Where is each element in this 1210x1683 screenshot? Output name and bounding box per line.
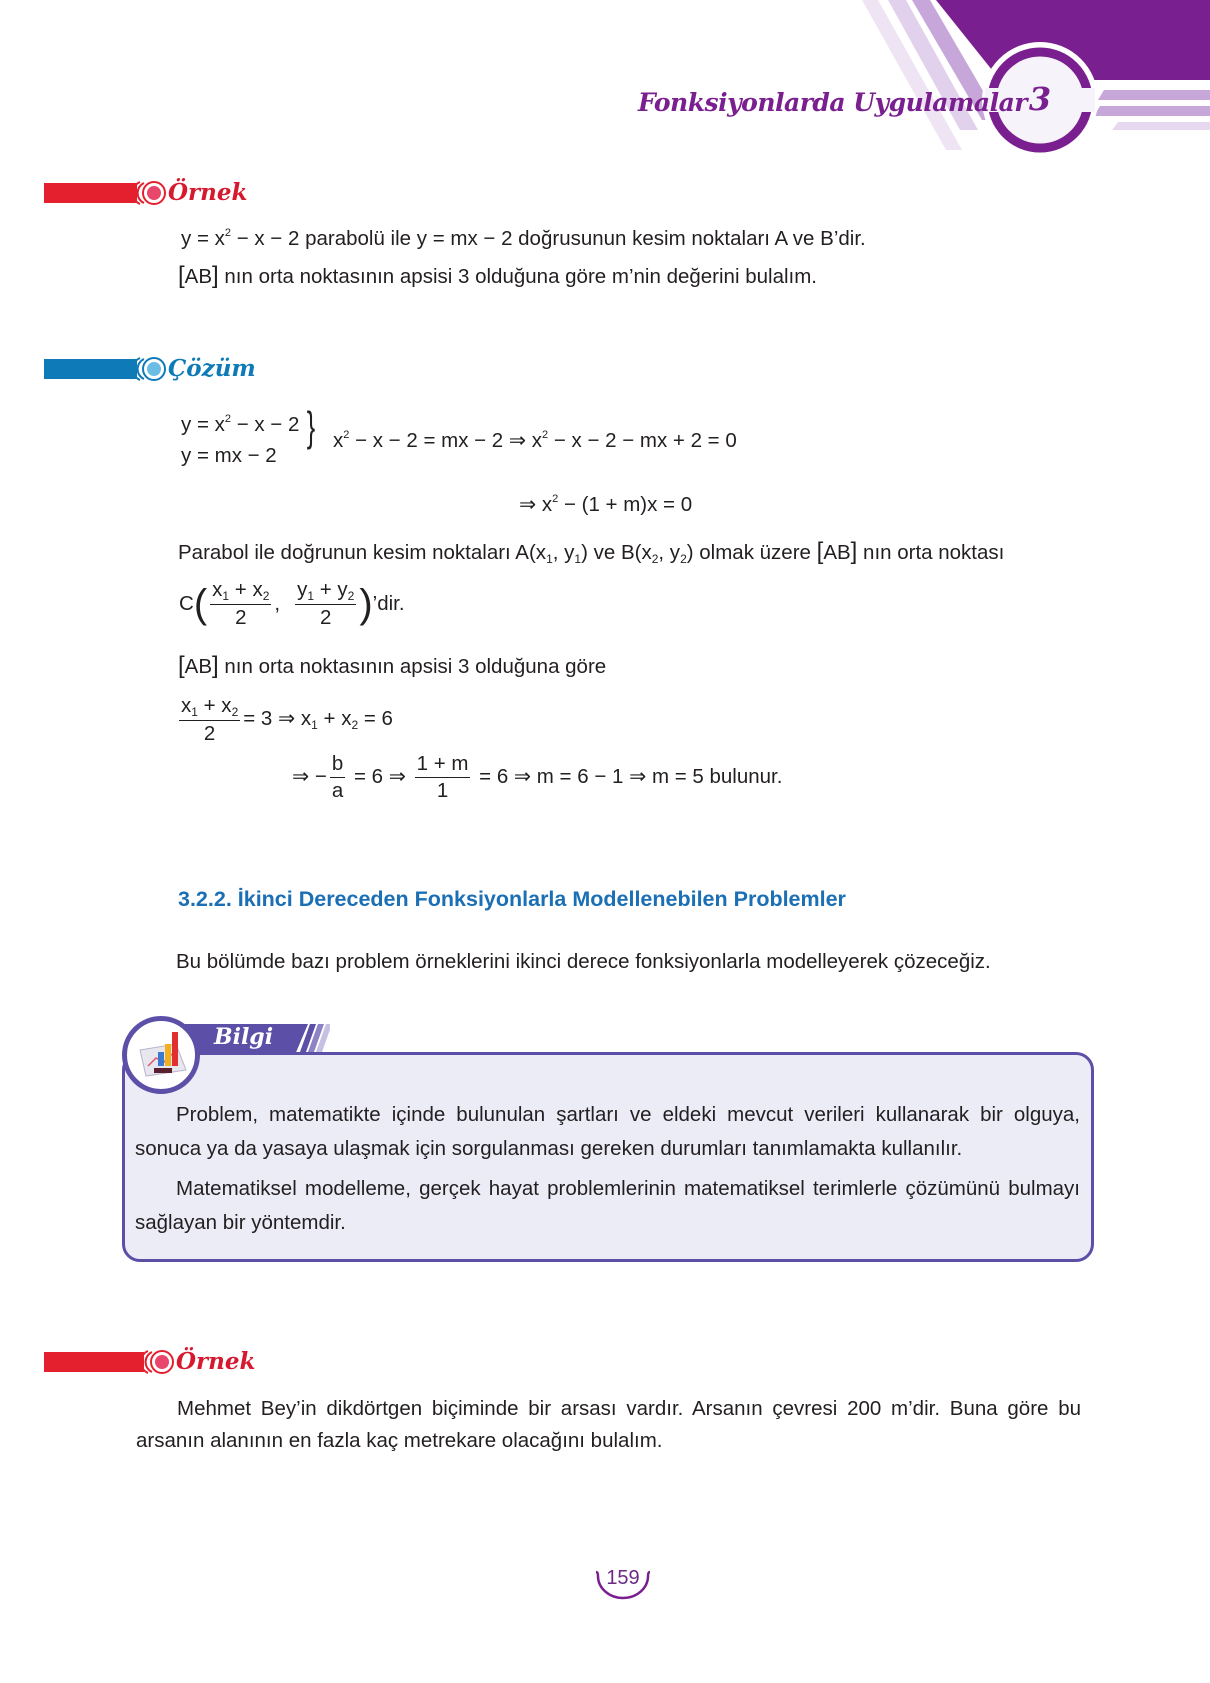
text: nın orta noktası <box>857 541 1005 564</box>
subscript: 1 <box>311 718 318 733</box>
denominator: a <box>331 778 344 802</box>
example1-line1 <box>181 228 866 250</box>
system-eq2 <box>181 446 277 467</box>
text: y <box>297 578 308 601</box>
target-icon <box>130 180 166 206</box>
target-icon <box>138 1349 174 1375</box>
text: + x <box>317 707 352 731</box>
paren: ( <box>193 582 208 627</box>
subscript: 1 <box>574 552 582 566</box>
text: nın orta noktasının apsisi 3 olduğuna göre m’nin değerini bulalım. <box>218 265 817 288</box>
text: ) olmak üzere <box>686 541 817 564</box>
fraction <box>415 754 471 801</box>
fraction <box>295 580 356 629</box>
bracket: ] <box>212 652 219 679</box>
text: ’dir. <box>372 592 405 615</box>
chart-icon <box>136 1028 190 1082</box>
chapter-title: Fonksiyonlarda Uygulamalar <box>638 88 1027 117</box>
solution-bar <box>44 359 137 379</box>
text: − x − 2 = mx − 2 ⇒ x <box>349 429 543 452</box>
equation-sum <box>179 696 393 745</box>
text: y = mx − 2 <box>181 444 277 467</box>
bracket: [ <box>178 262 185 289</box>
subscript: 1 <box>307 589 315 603</box>
text: = 6 ⇒ <box>348 765 412 789</box>
text: , y <box>552 541 575 564</box>
text: y = x <box>181 227 225 250</box>
bracket: ] <box>212 262 219 289</box>
example2-label: Örnek <box>176 1348 256 1375</box>
subscript: 2 <box>680 552 687 566</box>
superscript: 2 <box>552 493 559 505</box>
text: ⇒ − <box>292 765 327 789</box>
example-header <box>44 180 344 206</box>
subscript: 2 <box>651 552 659 566</box>
target-icon <box>130 356 166 382</box>
solution-label: Çözüm <box>168 355 256 382</box>
numerator: b <box>330 754 345 778</box>
text: y = x <box>181 413 225 436</box>
example2-header <box>44 1349 344 1375</box>
system-brace: } <box>306 403 316 450</box>
fraction <box>179 696 240 745</box>
bracket: [ <box>816 538 824 565</box>
text: AB <box>184 265 213 288</box>
text: + x <box>197 694 232 717</box>
superscript: 2 <box>542 429 549 441</box>
superscript: 2 <box>224 413 231 425</box>
numerator: 1 + m <box>415 754 471 778</box>
text: AB <box>823 541 851 564</box>
text: Mehmet Bey’in dikdörtgen biçiminde bir arsası vardır. Arsanın çevresi 200 m’dir. Buna göre bu arsanın alanının en fazla kaç metrekare olacağını bulalım. <box>136 1397 1081 1452</box>
text: , y <box>658 541 681 564</box>
text: = 6 ⇒ m = 6 − 1 ⇒ m = 5 bulunur. <box>473 765 783 789</box>
solution-header <box>44 356 344 382</box>
example-label: Örnek <box>168 179 248 206</box>
text: x <box>181 694 192 717</box>
subscript: 2 <box>347 589 355 603</box>
info-paragraph-1 <box>135 1098 1080 1166</box>
text: + y <box>314 578 348 601</box>
subscript: 1 <box>222 589 230 603</box>
chapter-number: 3 <box>1028 80 1052 118</box>
section-heading: 3.2.2. İkinci Dereceden Fonksiyonlarla Modellenebilen Problemler <box>178 887 846 911</box>
text: = 6 <box>358 707 393 731</box>
paren: ) <box>359 582 373 627</box>
intersection-paragraph <box>178 540 1004 565</box>
subscript: 2 <box>262 589 270 603</box>
info-label: Bilgi <box>214 1024 274 1050</box>
text: + x <box>229 578 263 601</box>
text: AB <box>184 655 213 678</box>
text: nın orta noktasının apsisi 3 olduğuna göre <box>218 655 607 678</box>
text: C <box>179 592 194 615</box>
text: Matematiksel modelleme, gerçek hayat problemlerinin matematiksel terimlerle çözümünü bulmayı sağlayan bir yöntemdir. <box>135 1177 1080 1234</box>
subscript: 1 <box>546 552 553 566</box>
fraction <box>330 754 345 801</box>
subscript: 2 <box>231 705 239 719</box>
equation-final <box>292 754 782 801</box>
info-paragraph-2 <box>135 1172 1080 1240</box>
denominator: 1 <box>436 778 449 802</box>
subscript: 1 <box>191 705 198 719</box>
superscript: 2 <box>343 429 350 441</box>
text: x <box>333 429 344 452</box>
page-number: 159 <box>606 1567 640 1589</box>
text: − (1 + m)x = 0 <box>558 493 693 516</box>
denominator: 2 <box>235 606 247 629</box>
text: = 3 ⇒ x <box>243 707 312 731</box>
example1-line2 <box>178 264 817 288</box>
text: Problem, matematikte içinde bulunulan şartları ve eldeki mevcut verileri kullanarak bir olguya, sonuca ya da yasaya ulaşmak için sorgulanması gereken durumları tanımlamakta kullanılır. <box>135 1103 1080 1160</box>
subscript: 2 <box>351 718 359 733</box>
example2-text <box>136 1393 1081 1457</box>
text: , <box>274 592 281 615</box>
text: − x − 2 <box>231 413 300 436</box>
example-bar <box>44 1352 144 1372</box>
text: x <box>212 578 223 601</box>
text: ) ve B(x <box>581 541 652 564</box>
example-bar <box>44 183 137 203</box>
text: − x − 2 − mx + 2 = 0 <box>548 429 737 452</box>
midpoint-formula <box>179 580 405 629</box>
denominator: 2 <box>203 722 216 745</box>
step2-equation <box>519 494 692 516</box>
apsis-paragraph <box>178 654 606 678</box>
denominator: 2 <box>320 606 332 629</box>
system-eq1 <box>181 414 299 436</box>
superscript: 2 <box>224 227 231 239</box>
info-tab-slashes <box>290 1024 330 1052</box>
bracket: [ <box>178 652 185 679</box>
system-rhs <box>333 430 737 452</box>
text: ⇒ x <box>519 493 553 516</box>
text: Parabol ile doğrunun kesim noktaları A(x <box>178 541 547 564</box>
bracket: ] <box>850 538 858 565</box>
section-intro: Bu bölümde bazı problem örneklerini ikinci derece fonksiyonlarla modelleyerek çözeceğiz. <box>176 950 991 973</box>
fraction <box>210 580 271 629</box>
text: − x − 2 parabolü ile y = mx − 2 doğrusunun kesim noktaları A ve B’dir. <box>231 227 866 250</box>
